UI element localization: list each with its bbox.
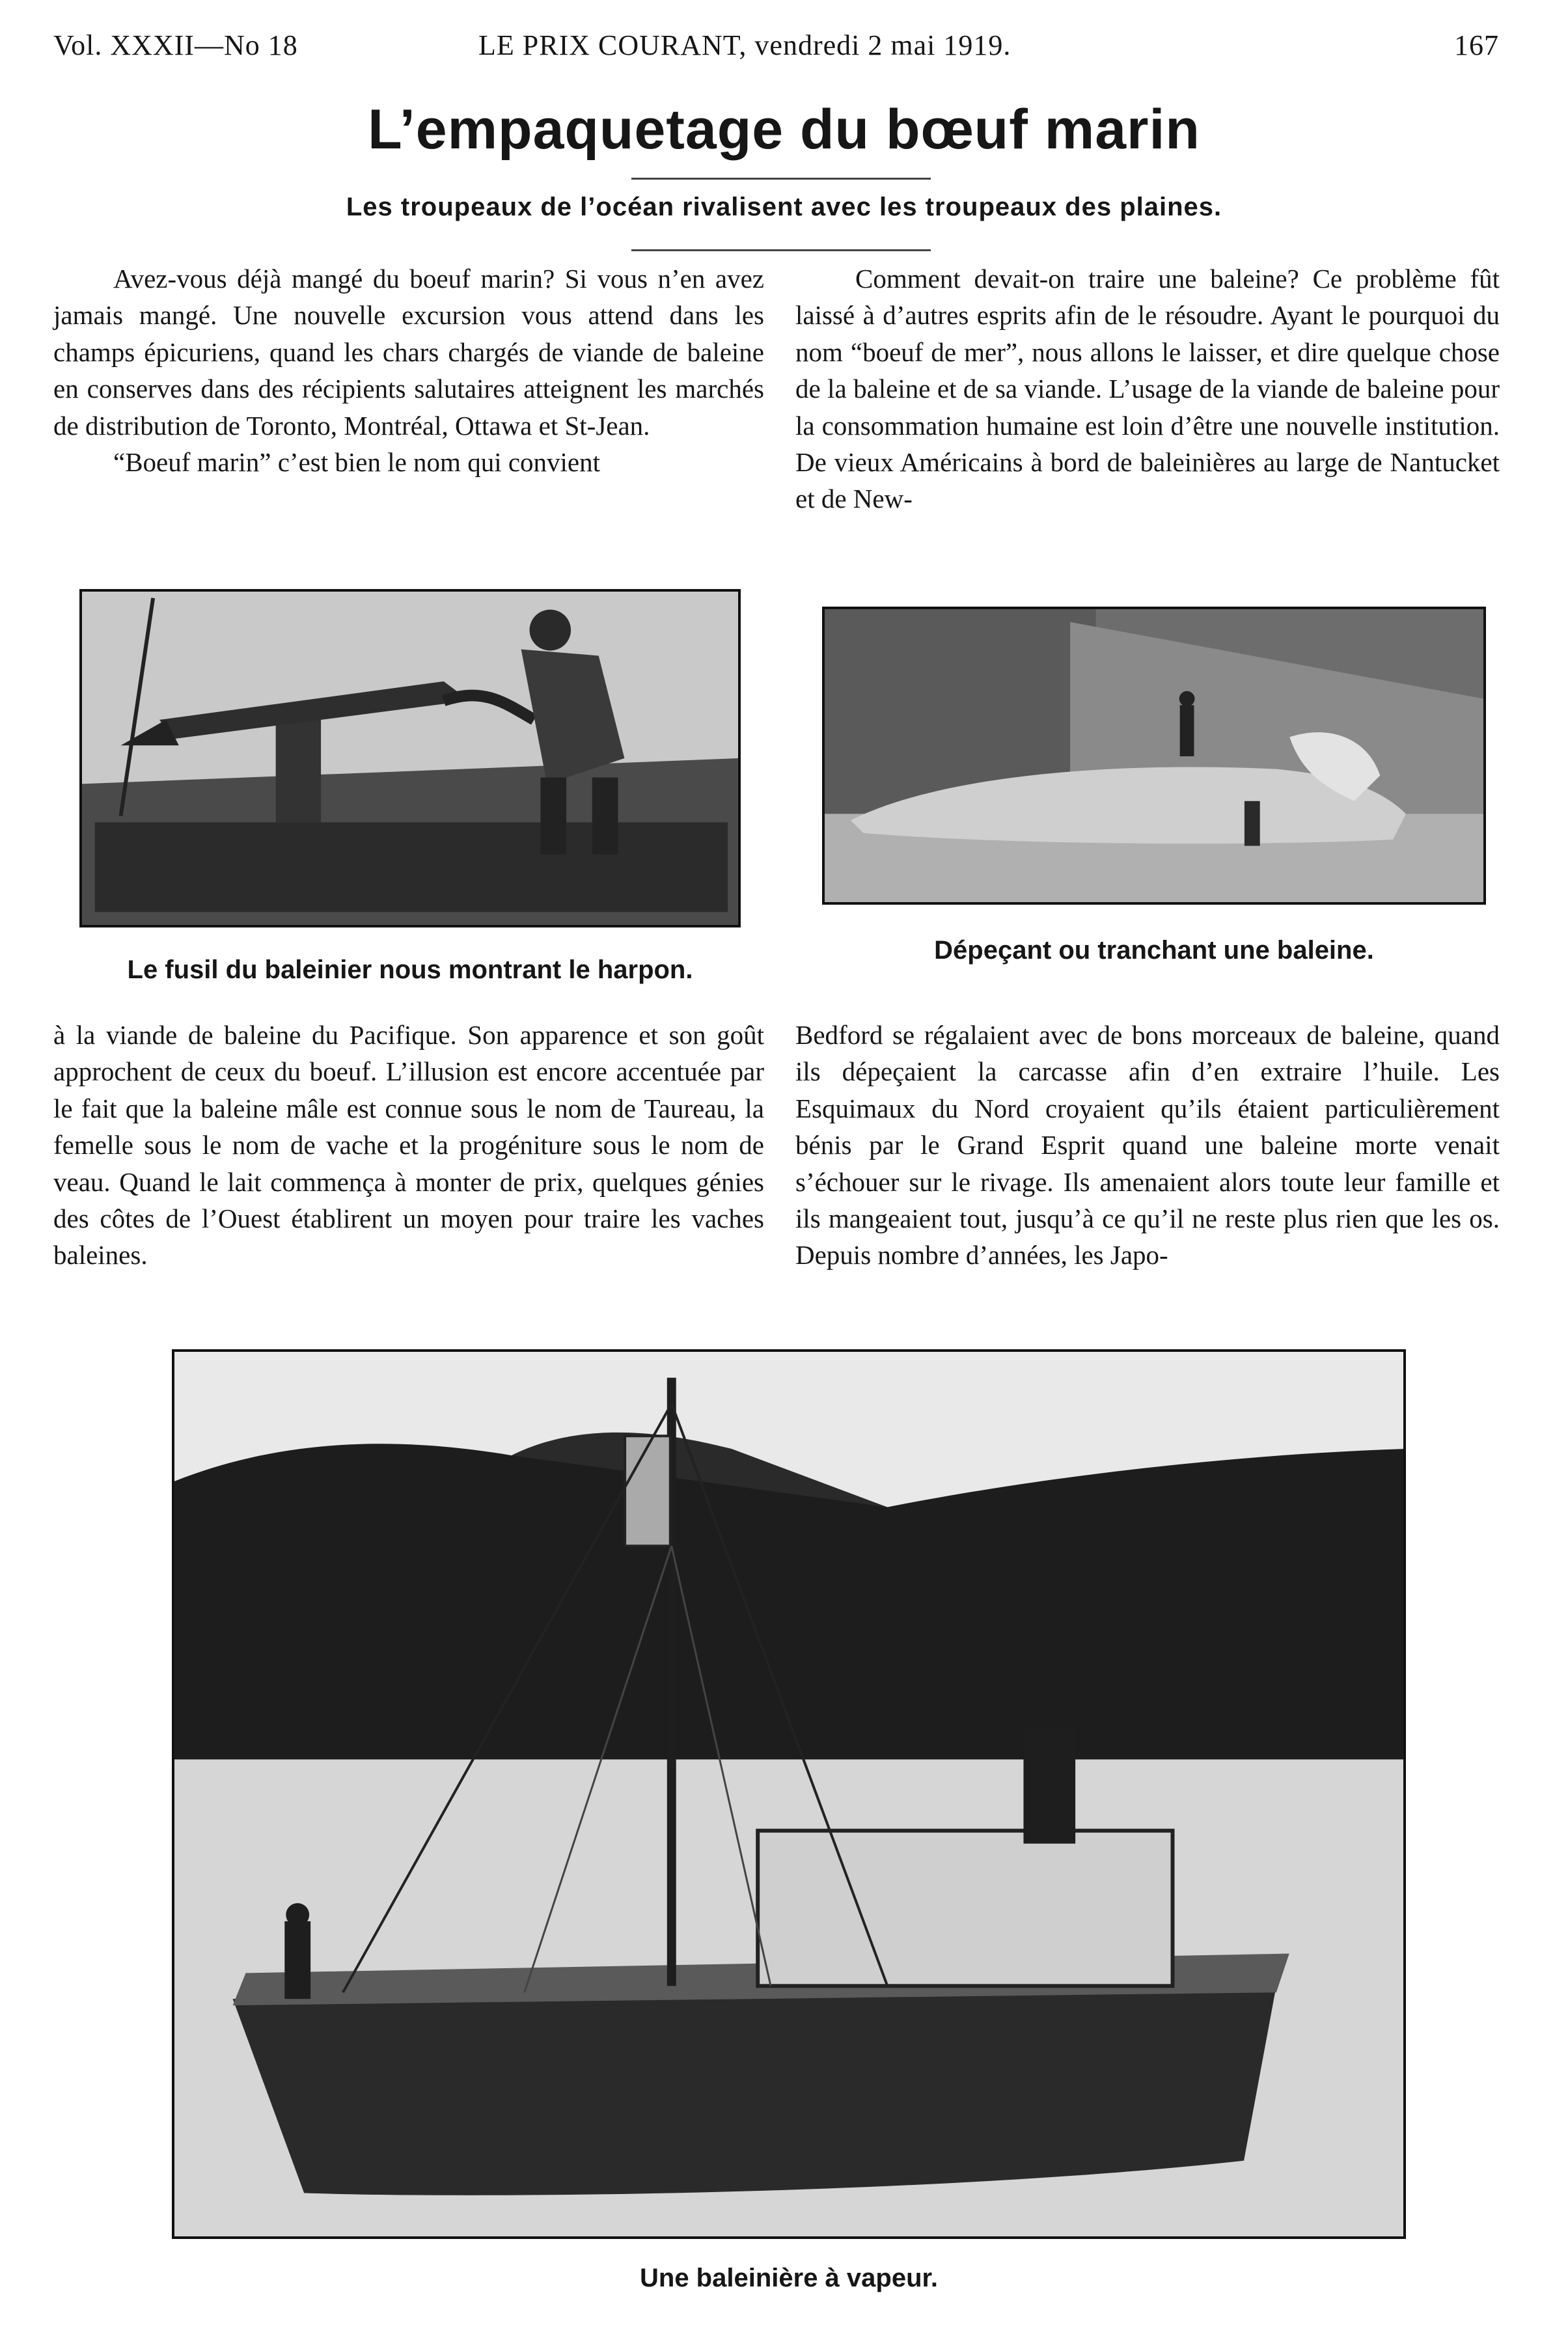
column-left-lower xyxy=(53,1017,764,1274)
column-left-upper xyxy=(53,260,764,480)
page-number: 167 xyxy=(1454,29,1499,61)
paragraph: à la viande de baleine du Pacifique. Son apparence et son goût approchent de ceux du boeuf. L’illusion est encore accentuée par le fait que la baleine mâle est connue sous le nom de Taureau, la femelle sous le nom de vache et la progéniture sous le nom de veau. Quand le lait commença à monter de prix, quelques génies des côtes de l’Ouest établirent un moyen pour traire les vaches baleines. xyxy=(53,1020,764,1270)
paragraph: Avez-vous déjà mangé du boeuf marin? Si vous n’en avez jamais mangé. Une nouvelle excursion vous attend dans les champs épicuriens, quand les chars chargés de viande de baleine en conserves dans des récipients salutaires atteignent les marchés de distribution de Toronto, Montréal, Ottawa et St-Jean. xyxy=(53,264,764,441)
harpoon-gun-caption: Le fusil du baleinier nous montrant le harpon. xyxy=(127,955,693,984)
article-title: L’empaquetage du bœuf marin xyxy=(368,98,1200,161)
column-right-upper xyxy=(795,260,1500,517)
paragraph: Comment devait-on traire une baleine? Ce problème fût laissé à d’autres esprits afin de le résoudre. Ayant le pourquoi du nom “boeuf de mer”, nous allons le laisser, et dire quelque chose de la baleine et de sa viande. L’usage de la viande de baleine pour la consommation humaine est loin d’être une nouvelle institution. De vieux Américains à bord de baleinières au large de Nantucket et de New- xyxy=(795,264,1500,514)
steam-whaler-caption: Une baleinière à vapeur. xyxy=(640,2264,938,2292)
column-right-lower xyxy=(795,1017,1500,1274)
flensing-whale-photo xyxy=(822,607,1486,905)
subtitle-rule xyxy=(631,249,931,251)
article-subtitle: Les troupeaux de l’océan rivalisent avec les troupeaux des plaines. xyxy=(346,193,1222,221)
flensing-whale-caption: Dépeçant ou tranchant une baleine. xyxy=(934,936,1374,965)
publication-line: LE PRIX COURANT, vendredi 2 mai 1919. xyxy=(478,29,1011,61)
volume-number: Vol. XXXII—No 18 xyxy=(53,29,298,61)
title-rule xyxy=(631,178,931,180)
paragraph: Bedford se régalaient avec de bons morceaux de baleine, quand ils dépeçaient la carcasse afin d’en extraire l’huile. Les Esquimaux du Nord croyaient qu’ils étaient particulièrement bénis par le Grand Esprit quand une baleine morte venait s’échouer sur le rivage. Ils amenaient alors toute leur famille et ils mangeaient tout, jusqu’à ce qu’il ne reste plus rien que les os. Depuis nombre d’années, les Japo- xyxy=(795,1020,1500,1270)
paragraph: “Boeuf marin” c’est bien le nom qui convient xyxy=(113,447,601,478)
steam-whaler-photo xyxy=(172,1349,1406,2239)
harpoon-gun-photo xyxy=(79,589,741,927)
